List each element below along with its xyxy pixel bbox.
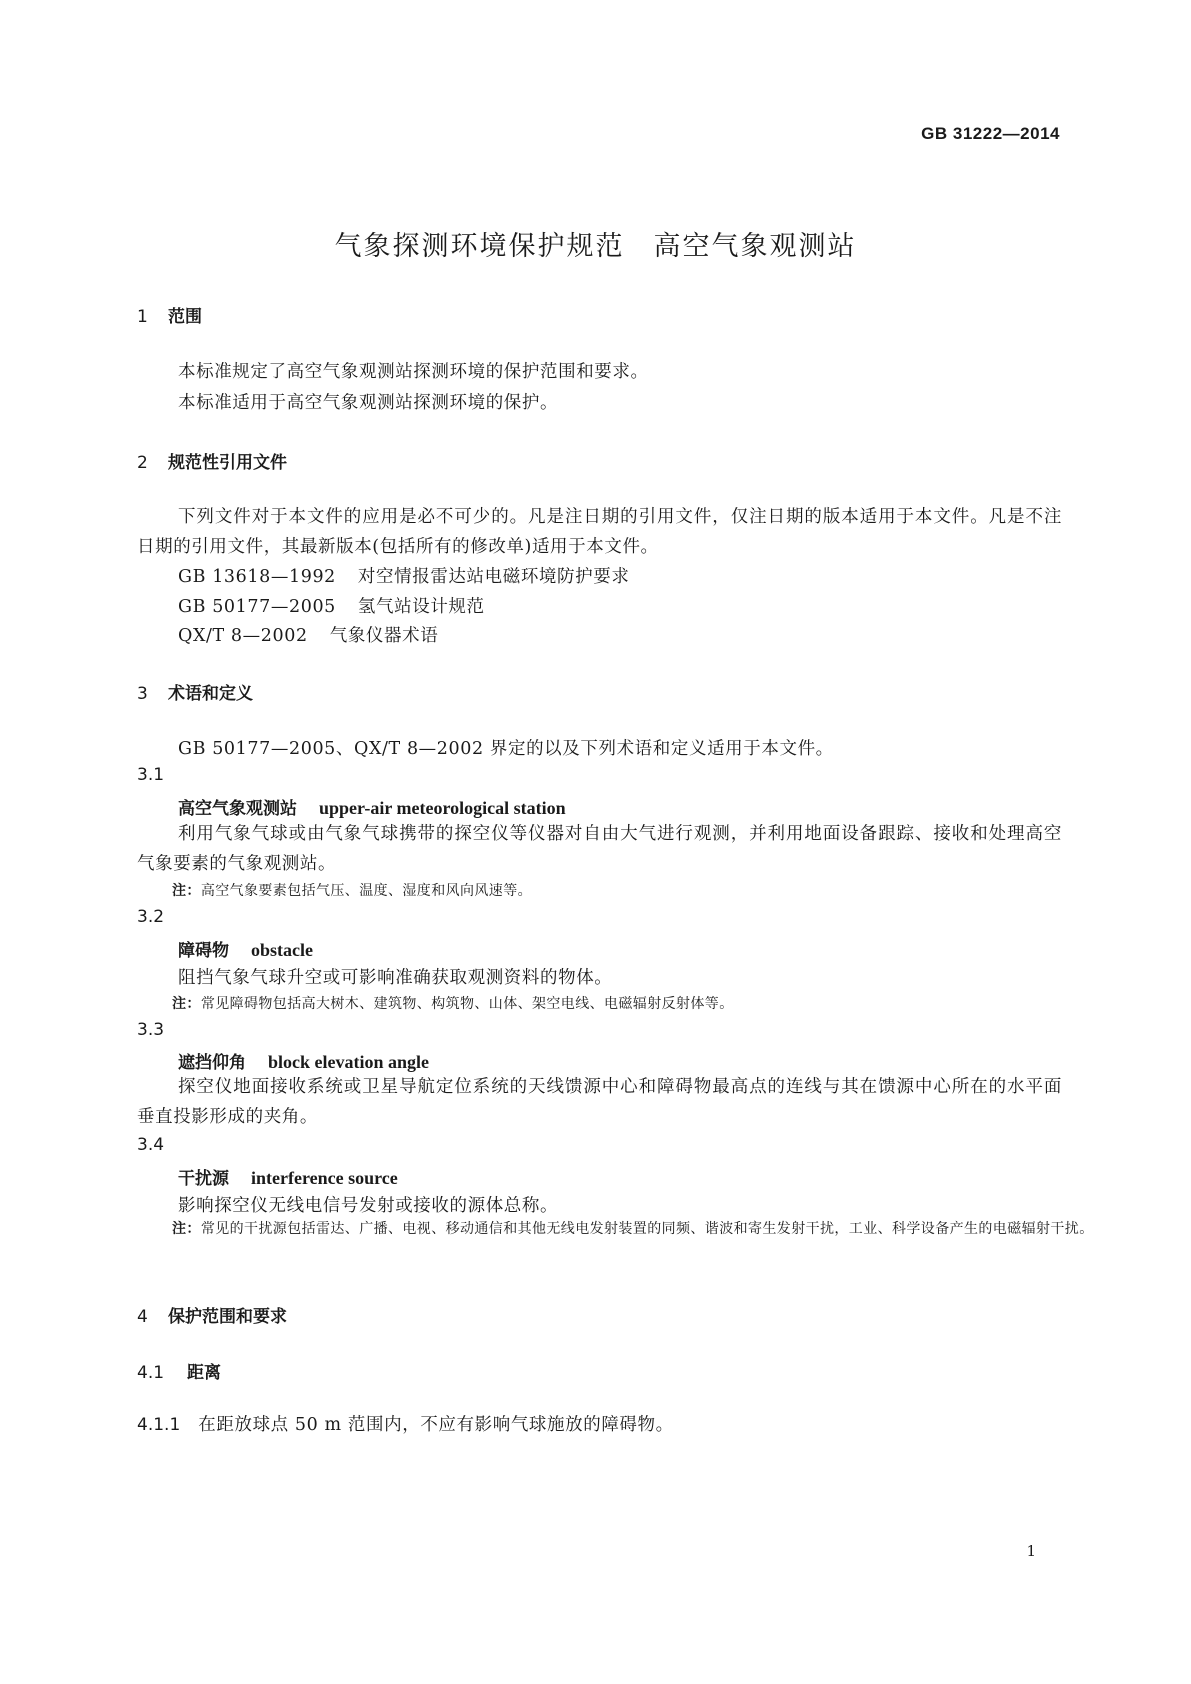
document-title: 气象探测环境保护规范 高空气象观测站 (334, 231, 857, 262)
term-en: block elevation angle (268, 1052, 429, 1072)
paragraph: GB 50177—2005、QX/T 8—2002 界定的以及下列术语和定义适用于本文件。 (178, 739, 834, 759)
note (172, 1216, 1094, 1242)
page-number: 1 (1026, 1542, 1036, 1560)
term-heading (178, 1048, 429, 1073)
reference-code: GB 50177—2005 (178, 597, 336, 617)
note (172, 993, 734, 1013)
section-2-heading (137, 448, 287, 473)
paragraph: 下列文件对于本文件的应用是必不可少的。凡是注日期的引用文件，仅注日期的版本适用于本文件。凡是不注日期的引用文件，其最新版本(包括所有的修改单)适用于本文件。 (137, 507, 1062, 557)
term-number: 3.3 (137, 1020, 165, 1040)
term-definition: 利用气象气球或由气象气球携带的探空仪等仪器对自由大气进行观测，并利用地面设备跟踪、接收和处理高空气象要素的气象观测站。 (137, 824, 1062, 874)
reference-code: QX/T 8—2002 (178, 626, 308, 646)
note-text: 常见障碍物包括高大树木、建筑物、构筑物、山体、架空电线、电磁辐射反射体等。 (200, 996, 734, 1012)
clause (137, 1411, 674, 1436)
reference-item (178, 593, 485, 618)
term-definition: 影响探空仪无线电信号发射或接收的源体总称。 (178, 1196, 559, 1216)
section-number: 4 (137, 1307, 148, 1327)
section-title: 保护范围和要求 (168, 1307, 287, 1327)
section-number: 2 (137, 453, 148, 473)
section-title: 术语和定义 (168, 684, 253, 704)
term-en: upper-air meteorological station (319, 798, 566, 818)
section-3-heading (137, 679, 253, 704)
term-en: interference source (251, 1168, 398, 1188)
reference-title: 对空情报雷达站电磁环境防护要求 (357, 567, 630, 587)
subsection-number: 4.1 (137, 1363, 165, 1383)
reference-code: GB 13618—1992 (178, 567, 336, 587)
reference-item (178, 622, 438, 647)
term-definition: 阻挡气象气球升空或可影响准确获取观测资料的物体。 (178, 968, 613, 988)
term-number: 3.2 (137, 907, 165, 927)
term-zh: 障碍物 (178, 941, 229, 961)
subsection-title: 距离 (187, 1363, 221, 1383)
reference-item (178, 563, 629, 588)
note-label: 注： (172, 1221, 201, 1237)
section-title: 范围 (168, 307, 202, 327)
term-zh: 干扰源 (178, 1169, 229, 1189)
reference-title: 气象仪器术语 (329, 626, 439, 646)
term-en: obstacle (251, 940, 313, 960)
paragraph: 本标准适用于高空气象观测站探测环境的保护。 (178, 393, 559, 413)
section-title: 规范性引用文件 (168, 453, 287, 473)
clause-text: 在距放球点 50 m 范围内，不应有影响气球施放的障碍物。 (198, 1415, 674, 1435)
term-heading (178, 936, 313, 961)
reference-title: 氢气站设计规范 (357, 597, 485, 617)
term-number: 3.1 (137, 765, 165, 785)
note-text: 常见的干扰源包括雷达、广播、电视、移动通信和其他无线电发射装置的同频、谐波和寄生发射干扰，工业、科学设备产生的电磁辐射干扰。 (200, 1221, 1094, 1237)
term-zh: 高空气象观测站 (178, 799, 297, 819)
note (172, 880, 532, 900)
note-text: 高空气象要素包括气压、温度、湿度和风向风速等。 (200, 883, 533, 899)
term-heading (178, 794, 566, 819)
section-1-heading (137, 302, 202, 327)
note-label: 注： (172, 996, 201, 1012)
clause-number: 4.1.1 (137, 1415, 181, 1435)
paragraph: 本标准规定了高空气象观测站探测环境的保护范围和要求。 (178, 362, 649, 382)
term-heading (178, 1164, 398, 1189)
section-4-heading (137, 1302, 287, 1327)
subsection-heading (137, 1358, 221, 1383)
section-number: 1 (137, 307, 148, 327)
standard-number: GB 31222—2014 (921, 124, 1060, 143)
note-label: 注： (172, 883, 201, 899)
term-definition: 探空仪地面接收系统或卫星导航定位系统的天线馈源中心和障碍物最高点的连线与其在馈源中心所在的水平面垂直投影形成的夹角。 (137, 1077, 1062, 1127)
term-number: 3.4 (137, 1135, 165, 1155)
section-number: 3 (137, 684, 148, 704)
term-zh: 遮挡仰角 (178, 1053, 246, 1073)
